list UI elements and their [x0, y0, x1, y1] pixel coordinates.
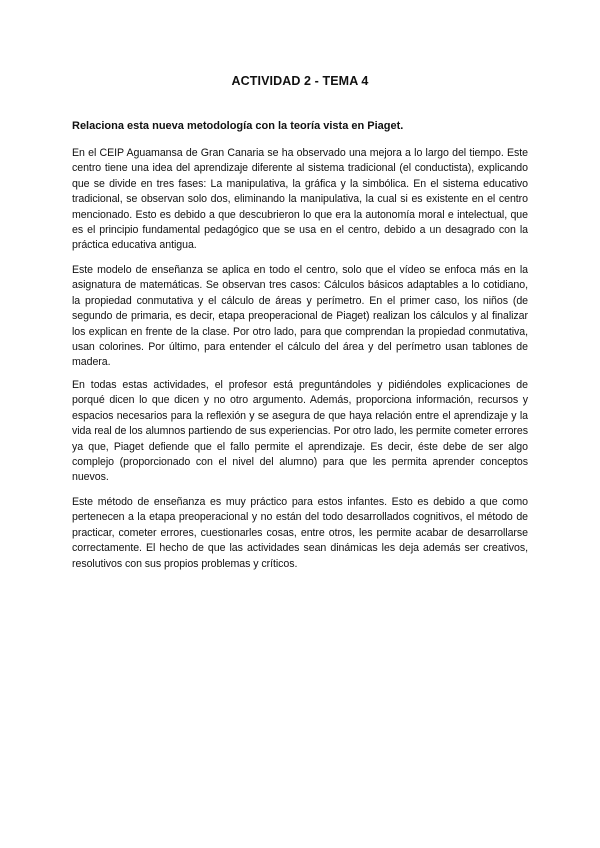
paragraph-3: En todas estas actividades, el profesor está preguntándoles y pidiéndoles explicaciones de porqué dicen lo que dicen y no otro argumento. Además, proporciona información, recursos y espacios necesarios para la reflexión y se asegura de que haya relación entre el aprendizaje y la vida real de los alumnos partiendo de sus experiencias. Por otro lado, les permite cometer errores ya que, Piaget defiende que el fallo permite el aprendizaje. Es decir, éste debe de ser algo complejo (proporcionado con el nivel del alumno) para que les permita aprender conceptos nuevos. — [72, 379, 528, 484]
document-title: ACTIVIDAD 2 - TEMA 4 — [231, 74, 369, 88]
paragraph-2: Este modelo de enseñanza se aplica en todo el centro, solo que el vídeo se enfoca más en la asignatura de matemáticas. Se observan tres casos: Cálculos básicos adaptables a lo cotidiano, la propiedad conmutativa y el cálculo de áreas y perímetro. En el primer caso, los niños (de segundo de primaria, es decir, etapa preoperacional de Piaget) realizan los cálculos y al finalizar los explican en frente de la clase. Por otro lado, para que comprendan la propiedad conmutativa, usan colorines. Por último, para entender el cálculo del área y del perímetro usan tablones de madera. — [72, 264, 528, 369]
paragraph-1: En el CEIP Aguamansa de Gran Canaria se ha observado una mejora a lo largo del tiempo. Este centro tiene una idea del aprendizaje diferente al sistema tradicional (el conductista), explicando que se divide en tres fases: La manipulativa, la gráfica y la simbólica. En el sistema educativo tradicional, se observan solo dos, eliminando la manipulativa, la cual si es existente en el centro mencionado. Esto es debido a que descubrieron lo que era la autonomía moral e intelectual, que es el principio fundamental pedagógico que se usa en el centro, debido a un desagrado con la práctica educativa antigua. — [72, 147, 528, 252]
document-subtitle: Relaciona esta nueva metodología con la teoría vista en Piaget. — [72, 120, 404, 132]
paragraph-4: Este método de enseñanza es muy práctico para estos infantes. Esto es debido a que como pertenecen a la etapa preoperacional y no están del todo desarrollados cognitivos, el método de practicar, cometer errores, cuestionarles cosas, entre otros, les permite acabar de desarrollarse correctamente. El hecho de que las actividades sean dinámicas les deja además ser creativos, resolutivos con sus propios problemas y críticos. — [72, 496, 528, 570]
